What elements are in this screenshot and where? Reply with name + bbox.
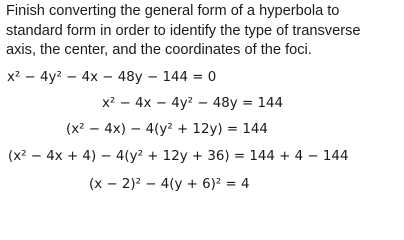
bottom-crop-edge — [0, 195, 404, 205]
equation-step-general-form: x² − 4y² − 4x − 48y − 144 = 0 — [7, 70, 217, 85]
equation-step-grouped: (x² − 4x) − 4(y² + 12y) = 144 — [66, 122, 268, 137]
equation-step-factored: (x − 2)² − 4(y + 6)² = 4 — [89, 177, 250, 192]
equation-step-complete-square: (x² − 4x + 4) − 4(y² + 12y + 36) = 144 + 4 − 144 — [8, 149, 349, 164]
problem-line: Finish converting the general form of a hyperbola to — [6, 3, 340, 19]
problem-statement — [6, 2, 404, 61]
problem-line: axis, the center, and the coordinates of the foci. — [6, 42, 312, 58]
equation-step-rearranged: x² − 4x − 4y² − 48y = 144 — [102, 96, 284, 111]
problem-line: standard form in order to identify the type of transverse — [6, 22, 361, 39]
